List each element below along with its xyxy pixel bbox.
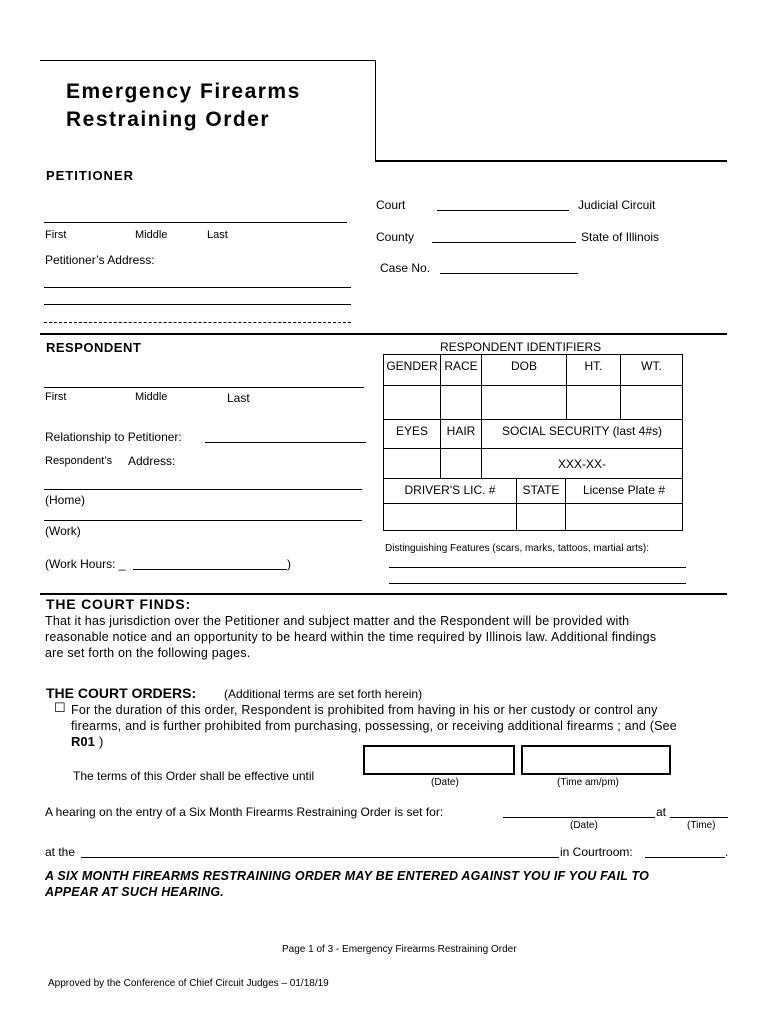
dob-value[interactable] (481, 385, 567, 420)
order-item-reference-close: ) (99, 734, 104, 749)
ssn-header: SOCIAL SECURITY (last 4#s) (481, 419, 683, 449)
hearing-location-label: at the (45, 845, 76, 859)
state-value[interactable] (516, 503, 566, 531)
petitioner-first-label: First (45, 229, 67, 241)
race-value[interactable] (440, 385, 482, 420)
gender-value[interactable] (383, 385, 441, 420)
gender-header: GENDER (383, 354, 441, 386)
work-label: (Work) (45, 524, 81, 538)
distinguishing-features-label: Distinguishing Features (scars, marks, tattoos, martial arts): (385, 543, 649, 554)
respondent-last-label: Last (227, 391, 250, 405)
page-number: Page 1 of 3 - Emergency Firearms Restraining Order (282, 944, 517, 955)
relationship-label: Relationship to Petitioner: (45, 430, 182, 444)
wt-value[interactable] (620, 385, 683, 420)
ht-header: HT. (566, 354, 621, 386)
court-field[interactable] (437, 210, 569, 211)
respondent-name-field[interactable] (44, 387, 364, 388)
home-label: (Home) (45, 493, 86, 507)
order-item-line-2: firearms, and is further prohibited from purchasing, possessing, or receiving additional firearms ; and (See (71, 719, 677, 733)
relationship-field[interactable] (205, 442, 366, 443)
courtroom-label: in Courtroom: (560, 845, 633, 859)
findings-line-2: reasonable notice and an opportunity to be heard within the time required by Illinois law. Additional findings (45, 630, 657, 644)
effective-time-label: (Time am/pm) (557, 777, 619, 788)
hearing-label: A hearing on the entry of a Six Month Firearms Restraining Order is set for: (45, 805, 444, 819)
page-title-line2: Restraining Order (66, 108, 271, 131)
hearing-date-field[interactable] (503, 817, 655, 818)
state-header: STATE (516, 478, 566, 504)
license-plate-value[interactable] (565, 503, 683, 531)
work-hours-field[interactable] (133, 569, 287, 570)
courtroom-field[interactable] (645, 857, 725, 858)
license-plate-header: License Plate # (565, 478, 683, 504)
petitioner-name-field[interactable] (44, 222, 347, 223)
warning-line-2: APPEAR AT SUCH HEARING. (45, 885, 224, 899)
drivers-license-value[interactable] (383, 503, 517, 531)
respondent-heading: RESPONDENT (46, 340, 142, 355)
case-number-label: Case No. (380, 261, 431, 275)
petitioner-address-line-3[interactable] (44, 322, 351, 323)
hearing-time-field[interactable] (670, 817, 728, 818)
hair-header: HAIR (440, 419, 482, 449)
findings-line-1: That it has jurisdiction over the Petitioner and subject matter and the Respondent will be provided with (45, 614, 630, 628)
petitioner-address-line-2[interactable] (44, 304, 351, 305)
county-label: County (376, 230, 415, 244)
identifiers-heading: RESPONDENT IDENTIFIERS (440, 340, 602, 354)
county-field[interactable] (432, 242, 576, 243)
state-of-illinois-label: State of Illinois (581, 230, 660, 244)
warning-line-1: A SIX MONTH FIREARMS RESTRAINING ORDER MAY BE ENTERED AGAINST YOU IF YOU FAIL TO (45, 869, 650, 883)
home-address-field[interactable] (44, 489, 362, 490)
drivers-license-header: DRIVER'S LIC. # (383, 478, 517, 504)
petitioner-address-label: Petitioner’s Address: (45, 253, 155, 267)
respondent-address-label-b: Address: (128, 454, 176, 468)
distinguishing-features-line-1[interactable] (389, 567, 686, 568)
court-orders-subheading: (Additional terms are set forth herein) (224, 687, 423, 701)
work-hours-label: (Work Hours: _ (45, 557, 126, 571)
title-box-top (40, 60, 376, 61)
petitioner-last-label: Last (207, 229, 228, 241)
effective-time-box[interactable] (521, 745, 671, 775)
eyes-header: EYES (383, 419, 441, 449)
petitioner-heading: PETITIONER (46, 168, 135, 183)
hearing-date-label: (Date) (570, 820, 598, 831)
petitioner-address-line-1[interactable] (44, 287, 351, 288)
title-box-right (375, 60, 376, 160)
court-label: Court (376, 198, 406, 212)
order-item-reference: R01 (71, 734, 95, 749)
hearing-location-field[interactable] (81, 857, 559, 858)
judicial-circuit-label: Judicial Circuit (578, 198, 656, 212)
wt-header: WT. (620, 354, 683, 386)
ssn-value[interactable]: XXX-XX- (481, 448, 683, 479)
hearing-at-label: at (656, 805, 667, 819)
approval-note: Approved by the Conference of Chief Circuit Judges – 01/18/19 (48, 978, 329, 989)
hair-value[interactable] (440, 448, 482, 479)
ht-value[interactable] (566, 385, 621, 420)
effective-date-label: (Date) (431, 777, 459, 788)
findings-divider (40, 593, 727, 595)
title-box-bottom (375, 160, 727, 162)
dob-header: DOB (481, 354, 567, 386)
courtroom-period: . (725, 845, 729, 859)
order-checkbox[interactable]: ☐ (54, 700, 66, 715)
respondent-first-label: First (45, 391, 67, 403)
petitioner-middle-label: Middle (135, 229, 168, 241)
eyes-value[interactable] (383, 448, 441, 479)
court-finds-heading: THE COURT FINDS: (46, 596, 192, 612)
race-header: RACE (440, 354, 482, 386)
work-hours-close: ) (287, 557, 291, 571)
work-address-field[interactable] (44, 520, 362, 521)
effective-until-label: The terms of this Order shall be effective until (73, 769, 315, 783)
page-title-line1: Emergency Firearms (66, 80, 301, 103)
hearing-time-label: (Time) (687, 820, 716, 831)
order-item-line-1: For the duration of this order, Respondent is prohibited from having in his or her custody or control any (71, 703, 658, 717)
case-number-field[interactable] (440, 273, 578, 274)
findings-line-3: are set forth on the following pages. (45, 646, 251, 660)
court-orders-heading: THE COURT ORDERS: (46, 685, 197, 701)
respondent-middle-label: Middle (135, 391, 168, 403)
effective-date-box[interactable] (363, 745, 515, 775)
section-divider (40, 333, 727, 335)
respondent-address-label-a: Respondent’s (45, 455, 113, 467)
distinguishing-features-line-2[interactable] (389, 583, 686, 584)
